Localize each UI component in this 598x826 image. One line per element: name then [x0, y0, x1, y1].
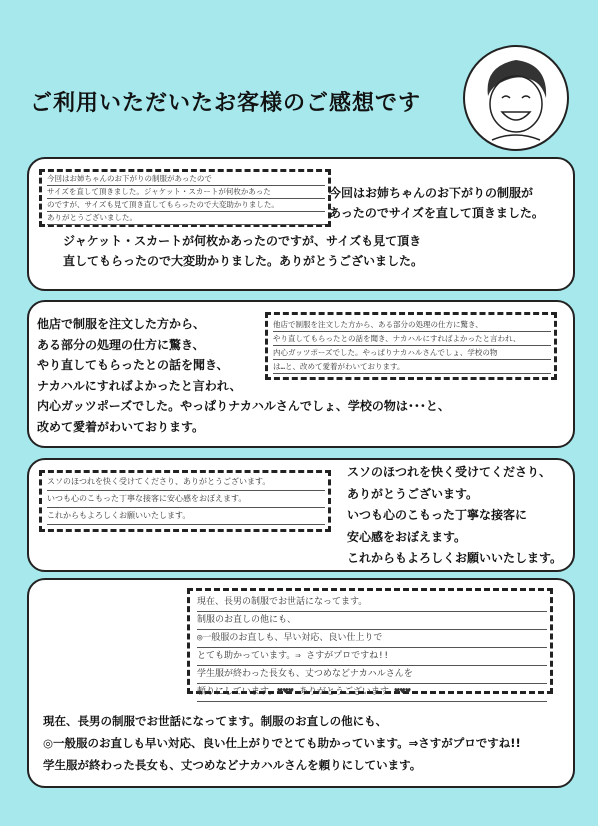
- typed-line: 内心ガッツポーズでした。やっぱりナカハルさんでしょ、学校の物は･･･と、: [37, 399, 450, 413]
- typed-line: これからもよろしくお願いいたします。: [347, 551, 563, 565]
- typed-line: 学生服が終わった長女も、丈つめなどナカハルさんを頼りにしています。: [43, 758, 422, 772]
- typed-line: 今回はお姉ちゃんのお下がりの制服が: [329, 186, 534, 200]
- handwritten-line: のですが、サイズも見て頂き直してもらったので大変助かりました。: [47, 199, 325, 212]
- typed-line: 安心感をおぼえます。: [347, 529, 467, 544]
- handwritten-line: ◎一般服のお直しも、早い対応、良い仕上りで: [197, 630, 547, 648]
- typed-line: いつも心のこもった丁寧な接客に: [347, 508, 528, 522]
- handwritten-line: 制服のお直しの他にも、: [197, 612, 547, 630]
- typed-line: 直してもらったので大変助かりました。ありがとうございました。: [63, 254, 424, 268]
- typed-text: [43, 710, 521, 776]
- handwritten-line: いつも心のこもった丁寧な接客に安心感をおぼえます。: [47, 491, 325, 508]
- handwritten-line: スソのほつれを快く受けてくださり、ありがとうございます。: [47, 474, 325, 491]
- handwritten-text: [47, 173, 325, 225]
- handwritten-line: サイズを直して頂きました。ジャケット・スカートが何枚かあった: [47, 186, 325, 199]
- typed-text: [63, 231, 423, 271]
- typed-text: [347, 462, 562, 570]
- handwritten-line: は…と、改めて愛着がわいております。: [273, 360, 551, 374]
- handwritten-line: ありがとうございました。: [47, 212, 325, 225]
- typed-text: [37, 314, 450, 437]
- handwritten-line: 現在、長男の制服でお世話になってます。: [197, 594, 547, 612]
- testimonial-card: [27, 157, 575, 291]
- typed-line: 他店で制服を注文した方から、: [37, 317, 206, 331]
- handwritten-line: 内心ガッツポーズでした。やっぱりナカハルさんでしょ、学校の物: [273, 346, 551, 360]
- typed-text: [329, 183, 544, 223]
- typed-line: 現在、長男の制服でお世話になってます。制服のお直しの他にも、: [43, 714, 388, 728]
- typed-line: ナカハルにすればよかったと言われ、: [37, 378, 242, 393]
- typed-line: ありがとうございます。: [347, 486, 479, 501]
- typed-line: やり直してもらったとの話を聞き、: [37, 358, 229, 372]
- handwritten-line: 他店で制服を注文した方から、ある部分の処理の仕方に驚き、: [273, 318, 551, 332]
- testimonial-card: [27, 578, 575, 788]
- typed-line: あったのでサイズを直して頂きました。: [329, 206, 544, 220]
- typed-line: ◎一般服のお直しも早い対応、良い仕上がりでとても助かっています。⇒さすがプロですね!!: [43, 736, 521, 750]
- handwritten-text: [197, 594, 547, 702]
- testimonial-card: [27, 300, 575, 448]
- page-title: ご利用いただいたお客様のご感想です: [30, 91, 422, 116]
- handwritten-line: やり直してもらったとの話を聞き、ナカハルにすればよかったと言われ、: [273, 332, 551, 346]
- testimonial-card: [27, 458, 575, 572]
- smiling-boy-portrait: [462, 44, 570, 152]
- typed-line: スソのほつれを快く受けてくださり、: [347, 465, 552, 479]
- handwritten-line: 頼りにしています。♥♥♥ ありがとうございます ♥♥♥: [197, 684, 547, 702]
- typed-line: 改めて愛着がわいております。: [37, 419, 205, 434]
- handwritten-line: とても助かっています。⇒ さすがプロですね!!: [197, 648, 547, 666]
- handwritten-line: 学生服が終わった長女も、丈つめなどナカハルさんを: [197, 666, 547, 684]
- typed-line: ジャケット・スカートが何枚かあったのですが、サイズも見て頂き: [63, 234, 422, 248]
- typed-line: ある部分の処理の仕方に驚き、: [37, 337, 205, 352]
- handwritten-line: これからもよろしくお願いいたします。: [47, 508, 325, 525]
- handwritten-line: 今回はお姉ちゃんのお下がりの制服があったので: [47, 173, 325, 186]
- handwritten-text: [47, 474, 325, 525]
